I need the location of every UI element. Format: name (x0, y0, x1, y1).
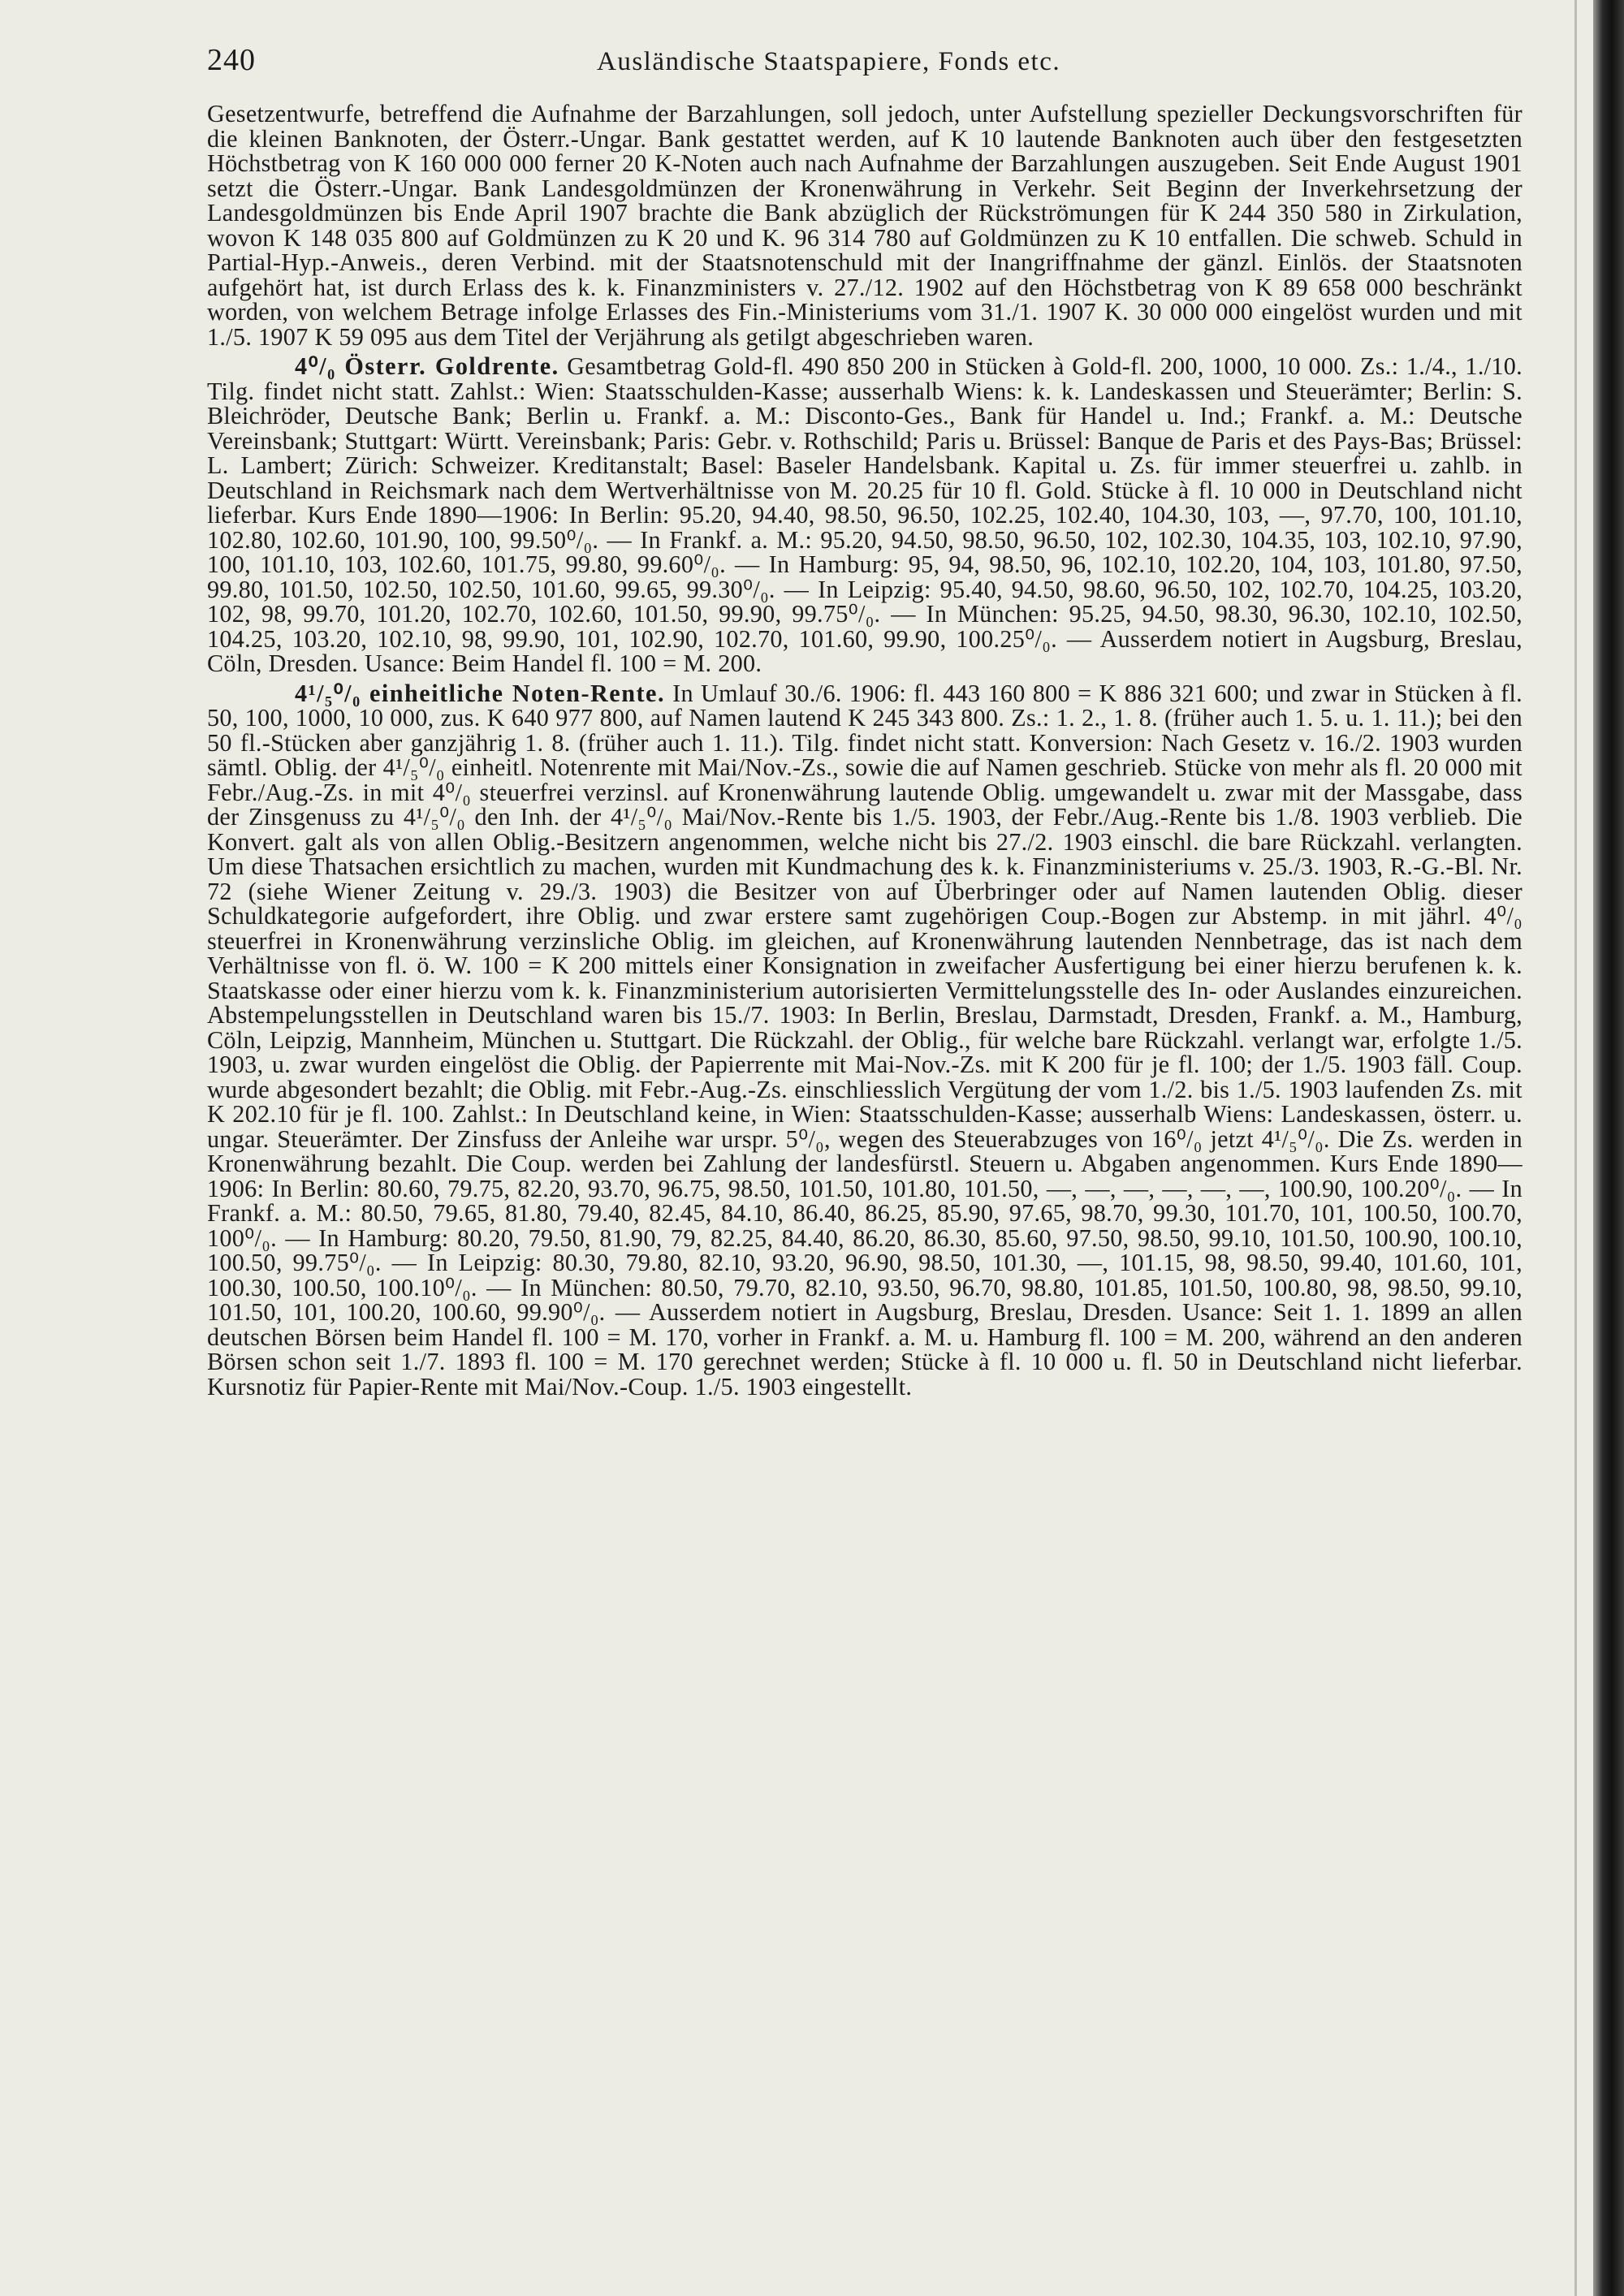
section-heading-noten-rente: 4¹/₅⁰/₀ einheitliche Noten-Rente. (295, 679, 665, 707)
running-title: Ausländische Staatspapiere, Fonds etc. (597, 47, 1061, 76)
paragraph-text: In Umlauf 30./6. 1906: fl. 443 160 800 = K 886 321 600; und zwar in Stücken à fl. 50, 100, 1000, 10 000, zus. K 640 977 800, auf Namen lautend K 245 343 800. Zs.: 1. 2., 1. 8. (früher auch 1. 5. u. 1. 11.); bei den 50 fl.-Stücken aber ganzjährig 1. 8. (früher auch 1. 11.). Tilg. findet nicht statt. Konversion: Nach Gesetz v. 16./2. 1903 wurden sämtl. Oblig. der 4¹/₅⁰/₀ einheitl. Notenrente mit Mai/Nov.-Zs., sowie die auf Namen geschrieb. Stücke von mehr als fl. 20 000 mit Febr./Aug.-Zs. in mit 4⁰/₀ steuerfrei verzinsl. auf Kronenwährung lautende Oblig. umgewandelt u. zwar mit der Massgabe, dass der Zinsgenuss zu 4¹/₅⁰/₀ den Inh. der 4¹/₅⁰/₀ Mai/Nov.-Rente bis 1./5. 1903, der Febr./Aug.-Rente bis 1./8. 1903 verblieb. Die Konvert. galt als von allen Oblig.-Besitzern angenommen, welche nicht bis 27./2. 1903 einschl. die bare Rückzahl. verlangten. Um diese Thatsachen ersichtlich zu machen, wurden mit Kundmachung des k. k. Finanzministeriums v. 25./3. 1903, R.-G.-Bl. Nr. 72 (siehe Wiener Zeitung v. 29./3. 1903) die Besitzer von auf Überbringer oder auf Namen lautenden Oblig. dieser Schuldkategorie aufgefordert, ihre Oblig. und zwar erstere samt zugehörigen Coup.-Bogen zur Abstemp. in mit jährl. 4⁰/₀ steuerfrei in Kronenwährung verzinsliche Oblig. im gleichen, auf Kronenwährung lautenden Nennbetrage, das ist nach dem Verhältnisse von fl. ö. W. 100 = K 200 mittels einer Konsignation in zweifacher Ausfertigung bei einer hierzu berufenen k. k. Staatskasse oder einer hierzu vom k. k. Finanzministerium autorisierten Vermittelungsstelle des In- oder Auslandes einzureichen. Abstempelungsstellen in Deutschland waren bis 15./7. 1903: In Berlin, Breslau, Darmstadt, Dresden, Frankf. a. M., Hamburg, Cöln, Leipzig, Mannheim, München u. Stuttgart. Die Rückzahl. der Oblig., für welche bare Rückzahl. verlangt war, erfolgte 1./5. 1903, u. zwar wurden eingelöst die Oblig. der Papierrente mit Mai-Nov.-Zs. mit K 200 für je fl. 100; der 1./5. 1903 fäll. Coup. wurde abgesondert bezahlt; die Oblig. mit Febr.-Aug.-Zs. einschliesslich Vergütung der vom 1./2. bis 1./5. 1903 laufenden Zs. mit K 202.10 für je fl. 100. Zahlst.: In Deutschland keine, in Wien: Staatsschulden-Kasse; ausserhalb Wiens: Landeskassen, österr. u. ungar. Steuerämter. Der Zinsfuss der Anleihe war urspr. 5⁰/₀, wegen des Steuerabzuges von 16⁰/₀ jetzt 4¹/₅⁰/₀. Die Zs. werden in Kronenwährung bezahlt. Die Coup. werden bei Zahlung der landesfürstl. Steuern u. Abgaben angenommen. Kurs Ende 1890—1906: In Berlin: 80.60, 79.75, 82.20, 93.70, 96.75, 98.50, 101.50, 101.80, 101.50, —, —, —, —, —, —, 100.90, 100.20⁰/₀. — In Frankf. a. M.: 80.50, 79.65, 81.80, 79.40, 82.45, 84.10, 86.40, 86.25, 85.90, 97.65, 98.70, 99.30, 101.70, 101, 100.50, 100.70, 100⁰/₀. — In Hamburg: 80.20, 79.50, 81.90, 79, 82.25, 84.40, 86.20, 86.30, 85.60, 97.50, 98.50, 99.10, 101.50, 100.90, 100.10, 100.50, 99.75⁰/₀. — In Leipzig: 80.30, 79.80, 82.10, 93.20, 96.90, 98.50, 101.30, —, 101.15, 98, 98.50, 99.40, 101.60, 101, 100.30, 100.50, 100.10⁰/₀. — In München: 80.50, 79.70, 82.10, 93.50, 96.70, 98.80, 101.85, 101.50, 100.80, 98, 98.50, 99.10, 101.50, 101, 100.20, 100.60, 99.90⁰/₀. — Ausserdem notiert in Augsburg, Breslau, Dresden. Usance: Seit 1. 1. 1899 an allen deutschen Börsen beim Handel fl. 100 = M. 170, vorher in Frankf. a. M. u. Hamburg fl. 100 = M. 200, während an den anderen Börsen schon seit 1./7. 1893 fl. 100 = M. 170 gerechnet werden; Stücke à fl. 10 000 u. fl. 50 in Deutschland nicht lieferbar. Kursnotiz für Papier-Rente mit Mai/Nov.-Coup. 1./5. 1903 eingestellt. (207, 679, 1523, 1400)
page-header (207, 42, 1522, 88)
paragraph-text: Gesetzentwurfe, betreffend die Aufnahme der Barzahlungen, soll jedoch, unter Aufstellung spezieller Deckungsvorschriften für die kleinen Banknoten, der Österr.-Ungar. Bank gestattet werden, auf K 10 lautende Banknoten auch über den festgesetzten Höchstbetrag von K 160 000 000 ferner 20 K-Noten auch nach Aufnahme der Barzahlungen auszugeben. Seit Ende August 1901 setzt die Österr.-Ungar. Bank Landesgoldmünzen der Kronenwährung in Verkehr. Seit Beginn der Inverkehrsetzung der Landesgoldmünzen bis Ende April 1907 brachte die Bank abzüglich der Rückströmungen für K 244 350 580 in Zirkulation, wovon K 148 035 800 auf Goldmünzen zu K 20 und K. 96 314 780 auf Goldmünzen zu K 10 entfallen. Die schweb. Schuld in Partial-Hyp.-Anweis., deren Verbind. mit der Staatsnotenschuld mit der Inangriffnahme der gänzl. Einlös. der Staatsnoten aufgehört hat, ist durch Erlass des k. k. Finanzministers v. 27./12. 1902 auf den Höchstbetrag von K 89 658 000 beschränkt worden, von welchem Betrage infolge Erlasses des Fin.-Ministeriums vom 31./1. 1907 K. 30 000 000 eingelöst wurden und mit 1./5. 1907 K 59 095 aus dem Titel der Verjährung als getilgt abgeschrieben waren. (207, 100, 1522, 351)
page-fold-line (1574, 0, 1577, 2296)
book-spine-edge (1593, 0, 1624, 2296)
paragraph-goldrente (207, 354, 1522, 676)
page-number: 240 (207, 43, 256, 77)
paragraph-text: Gesamtbetrag Gold-fl. 490 850 200 in Stücken à Gold-fl. 200, 1000, 10 000. Zs.: 1./4., 1./10. Tilg. findet nicht statt. Zahlst.: Wien: Staatsschulden-Kasse; ausserhalb Wiens: k. k. Landeskassen und Steuerämter; Berlin: S. Bleichröder, Deutsche Bank; Berlin u. Frankf. a. M.: Disconto-Ges., Bank für Handel u. Ind.; Frankf. a. M.: Deutsche Vereinsbank; Stuttgart: Württ. Vereinsbank; Paris: Gebr. v. Rothschild; Paris u. Brüssel: Banque de Paris et des Pays-Bas; Brüssel: L. Lambert; Zürich: Schweizer. Kreditanstalt; Basel: Baseler Handelsbank. Kapital u. Zs. für immer steuerfrei u. zahlb. in Deutschland in Reichsmark nach dem Wertverhältnisse von M. 20.25 für 10 fl. Gold. Stücke à fl. 10 000 in Deutschland nicht lieferbar. Kurs Ende 1890—1906: In Berlin: 95.20, 94.40, 98.50, 96.50, 102.25, 102.40, 104.30, 103, —, 97.70, 100, 101.10, 102.80, 102.60, 101.90, 100, 99.50⁰/₀. — In Frankf. a. M.: 95.20, 94.50, 98.50, 96.50, 102, 102.30, 104.35, 103, 102.10, 97.90, 100, 101.10, 103, 102.60, 101.75, 99.80, 99.60⁰/₀. — In Hamburg: 95, 94, 98.50, 96, 102.10, 102.20, 104, 103, 101.80, 97.50, 99.80, 101.50, 102.50, 102.50, 101.60, 99.65, 99.30⁰/₀. — In Leipzig: 95.40, 94.50, 98.60, 96.50, 102, 102.70, 104.25, 103.20, 102, 98, 99.70, 101.20, 102.70, 102.60, 101.50, 99.90, 99.75⁰/₀. — In München: 95.25, 94.50, 98.30, 96.30, 102.10, 102.50, 104.25, 103.20, 102.10, 98, 99.90, 101, 102.90, 102.70, 101.60, 99.90, 100.25⁰/₀. — Ausserdem notiert in Augsburg, Breslau, Cöln, Dresden. Usance: Beim Handel fl. 100 = M. 200. (207, 352, 1522, 677)
paragraph-noten-rente (207, 681, 1522, 1400)
paragraph-continuation (207, 101, 1522, 349)
section-heading-goldrente: 4⁰/₀ Österr. Goldrente. (295, 352, 559, 380)
document-body (207, 101, 1522, 1399)
